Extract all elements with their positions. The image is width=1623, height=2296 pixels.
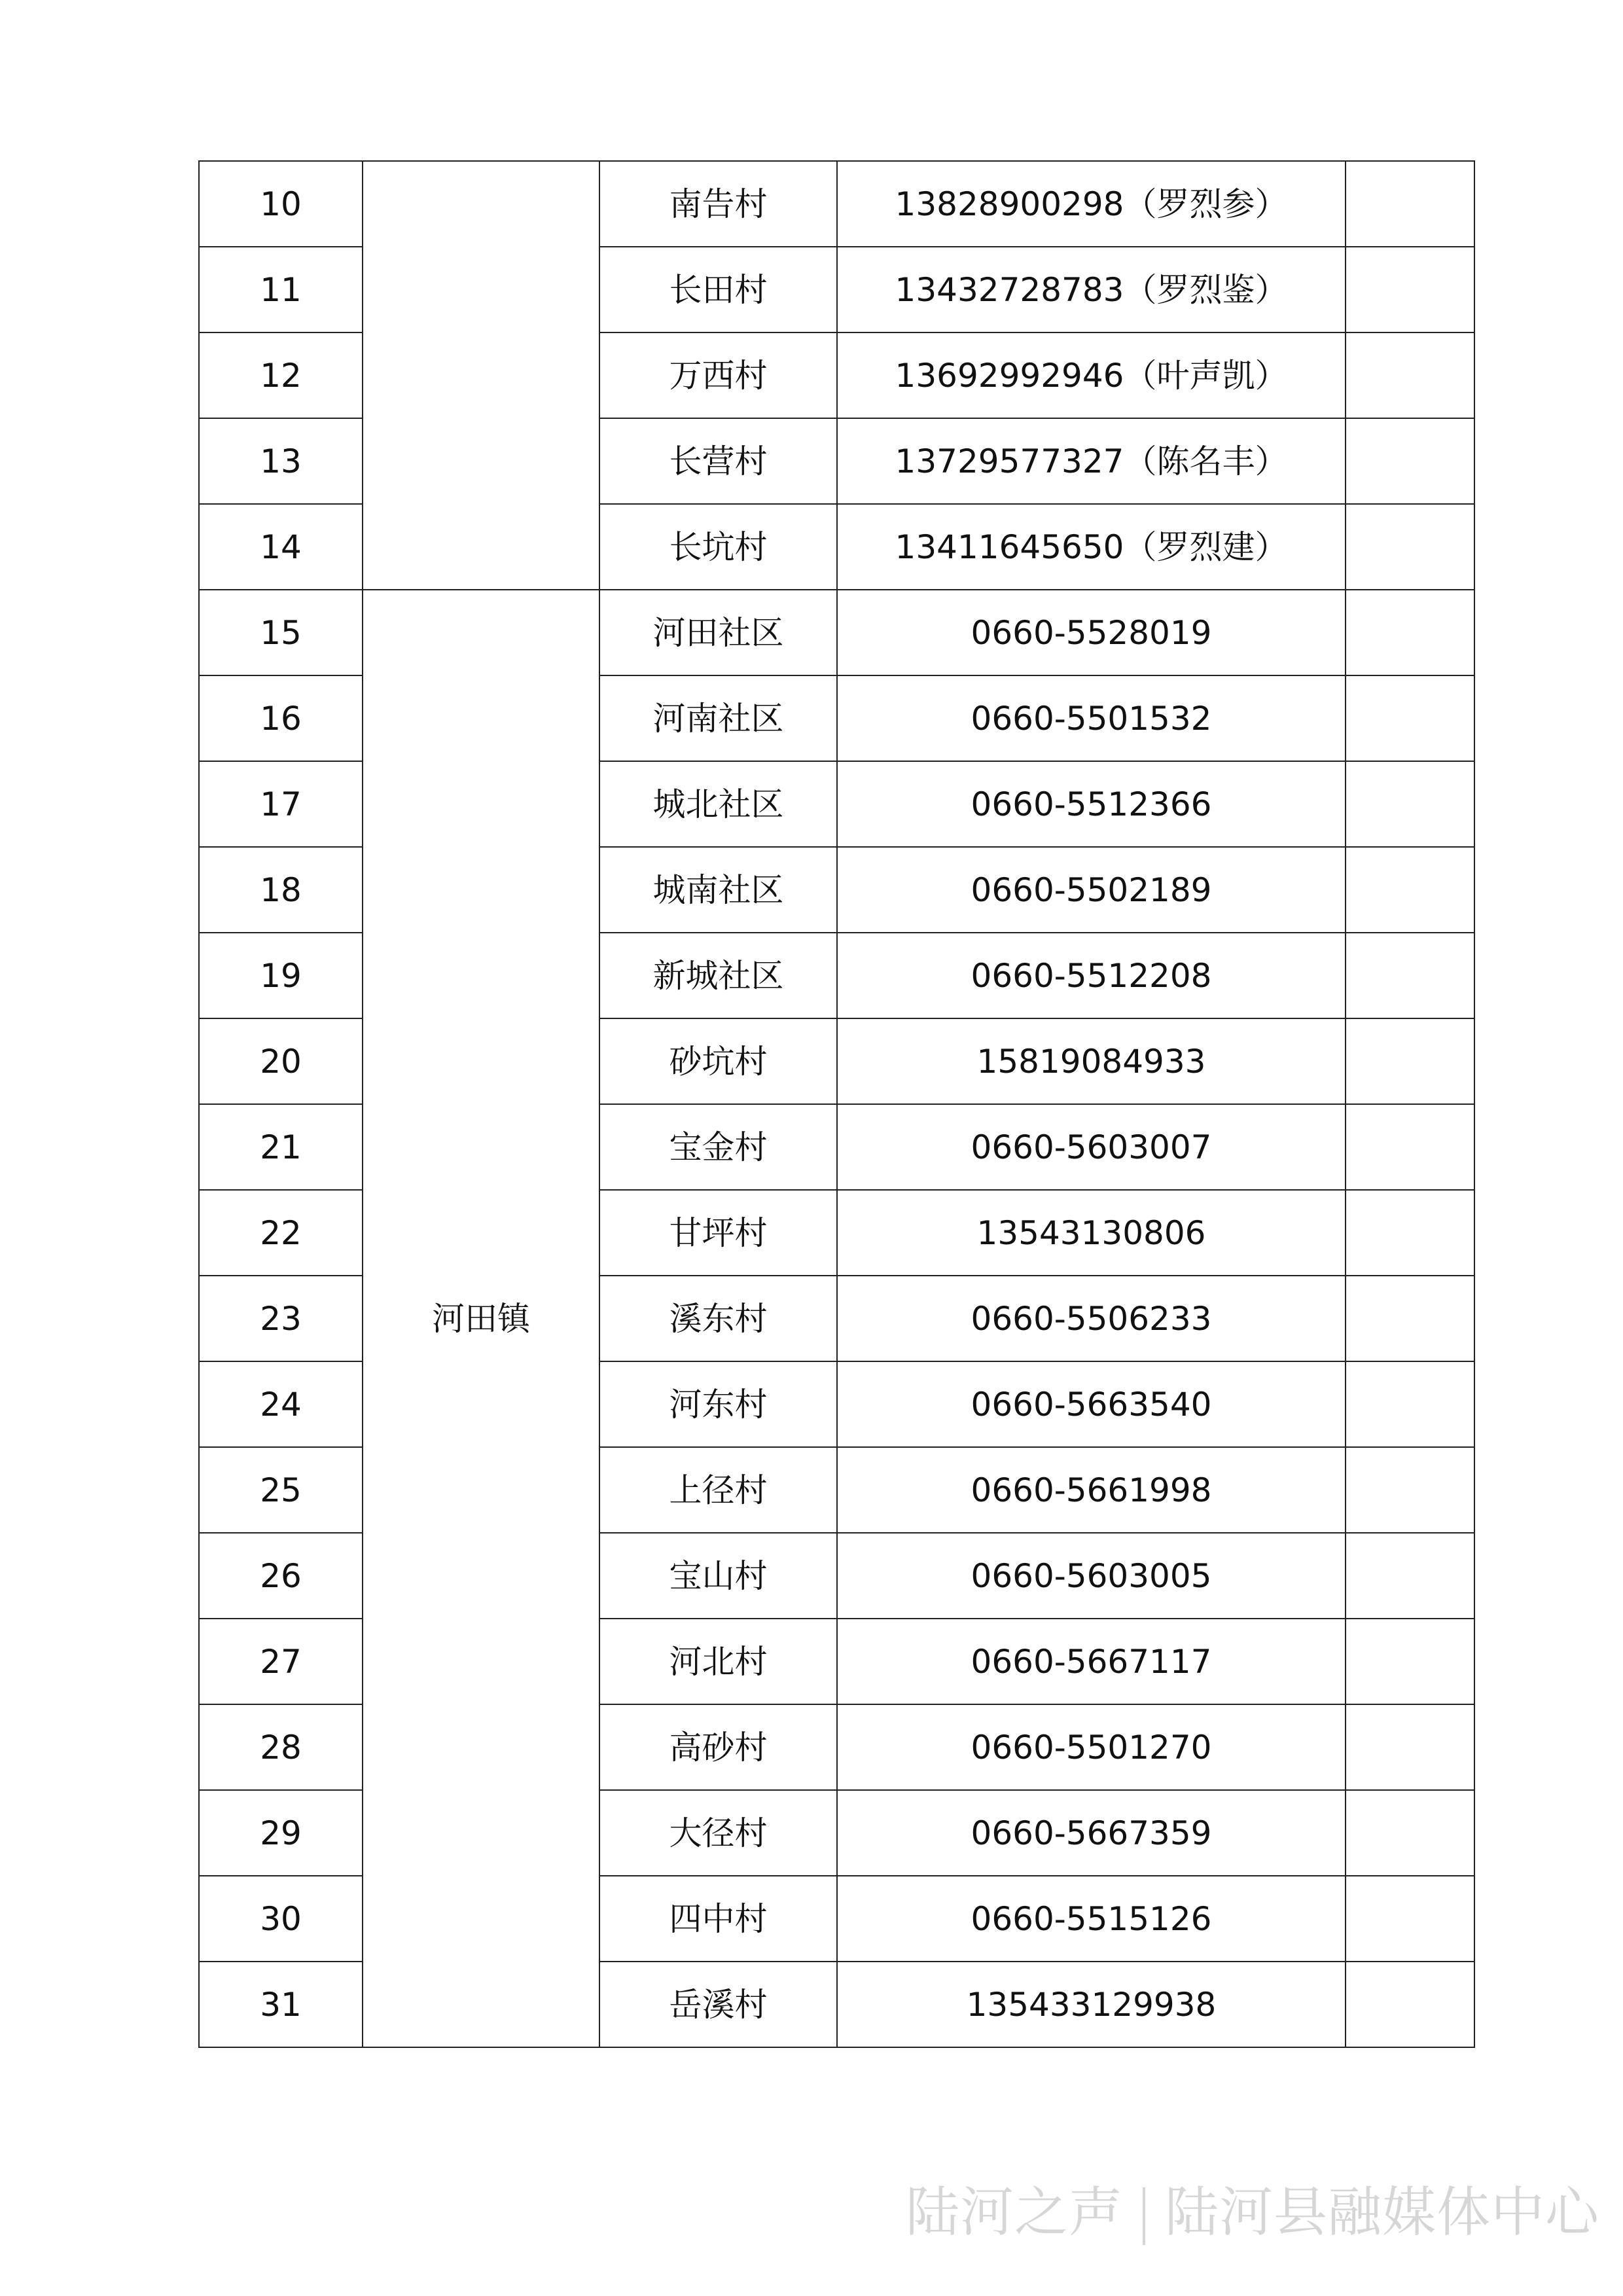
row-number-cell: 24 [199,1361,363,1447]
row-number-cell: 23 [199,1276,363,1361]
contact-table-body [199,161,1474,2047]
row-number-cell: 28 [199,1704,363,1790]
phone-cell: 0660-5506233 [837,1276,1346,1361]
village-name-cell: 岳溪村 [599,1962,837,2047]
town-cell: 河田镇 [363,590,599,2047]
document-page [198,160,1475,2048]
village-name-cell: 河北村 [599,1619,837,1704]
village-name-cell: 河东村 [599,1361,837,1447]
note-cell [1346,1962,1474,2047]
note-cell [1346,590,1474,675]
note-cell [1346,675,1474,761]
village-name-cell: 四中村 [599,1876,837,1962]
row-number-cell: 22 [199,1190,363,1276]
note-cell [1346,1276,1474,1361]
village-name-cell: 大径村 [599,1790,837,1876]
village-name-cell: 溪东村 [599,1276,837,1361]
phone-cell: 135433129938 [837,1962,1346,2047]
phone-cell: 13828900298（罗烈参） [837,161,1346,247]
watermark [906,2170,1599,2246]
table-row [199,161,1474,247]
phone-cell: 0660-5661998 [837,1447,1346,1533]
row-number-cell: 31 [199,1962,363,2047]
phone-cell: 0660-5667359 [837,1790,1346,1876]
row-number-cell: 10 [199,161,363,247]
note-cell [1346,847,1474,933]
phone-cell: 0660-5603005 [837,1533,1346,1619]
village-name-cell: 万西村 [599,332,837,418]
row-number-cell: 26 [199,1533,363,1619]
row-number-cell: 14 [199,504,363,590]
note-cell [1346,1704,1474,1790]
watermark-publisher: 陆河县融媒体中心 [1164,2181,1599,2244]
row-number-cell: 29 [199,1790,363,1876]
note-cell [1346,1361,1474,1447]
watermark-divider [1143,2187,1145,2245]
phone-cell: 15819084933 [837,1018,1346,1104]
row-number-cell: 15 [199,590,363,675]
village-name-cell: 城北社区 [599,761,837,847]
village-name-cell: 甘坪村 [599,1190,837,1276]
phone-cell: 13692992946（叶声凯） [837,332,1346,418]
note-cell [1346,161,1474,247]
row-number-cell: 18 [199,847,363,933]
village-name-cell: 宝山村 [599,1533,837,1619]
phone-cell: 0660-5515126 [837,1876,1346,1962]
phone-cell: 13432728783（罗烈鉴） [837,247,1346,332]
row-number-cell: 12 [199,332,363,418]
village-name-cell: 高砂村 [599,1704,837,1790]
note-cell [1346,1619,1474,1704]
village-name-cell: 宝金村 [599,1104,837,1190]
note-cell [1346,933,1474,1018]
row-number-cell: 17 [199,761,363,847]
watermark-source: 陆河之声 [905,2181,1123,2244]
note-cell [1346,1104,1474,1190]
note-cell [1346,332,1474,418]
note-cell [1346,1876,1474,1962]
row-number-cell: 19 [199,933,363,1018]
note-cell [1346,761,1474,847]
note-cell [1346,504,1474,590]
note-cell [1346,1447,1474,1533]
table-row [199,590,1474,675]
phone-cell: 0660-5501270 [837,1704,1346,1790]
phone-cell: 13729577327（陈名丰） [837,418,1346,504]
note-cell [1346,247,1474,332]
phone-cell: 0660-5528019 [837,590,1346,675]
village-name-cell: 砂坑村 [599,1018,837,1104]
note-cell [1346,1018,1474,1104]
phone-cell: 0660-5502189 [837,847,1346,933]
row-number-cell: 27 [199,1619,363,1704]
phone-cell: 0660-5512366 [837,761,1346,847]
row-number-cell: 11 [199,247,363,332]
note-cell [1346,1533,1474,1619]
contact-table [198,160,1475,2048]
phone-cell: 0660-5663540 [837,1361,1346,1447]
town-cell [363,161,599,590]
phone-cell: 0660-5603007 [837,1104,1346,1190]
village-name-cell: 新城社区 [599,933,837,1018]
village-name-cell: 城南社区 [599,847,837,933]
row-number-cell: 13 [199,418,363,504]
note-cell [1346,1790,1474,1876]
phone-cell: 0660-5512208 [837,933,1346,1018]
row-number-cell: 30 [199,1876,363,1962]
village-name-cell: 南告村 [599,161,837,247]
row-number-cell: 21 [199,1104,363,1190]
phone-cell: 13543130806 [837,1190,1346,1276]
village-name-cell: 长坑村 [599,504,837,590]
village-name-cell: 河田社区 [599,590,837,675]
phone-cell: 0660-5501532 [837,675,1346,761]
phone-cell: 13411645650（罗烈建） [837,504,1346,590]
village-name-cell: 河南社区 [599,675,837,761]
note-cell [1346,418,1474,504]
row-number-cell: 16 [199,675,363,761]
village-name-cell: 长田村 [599,247,837,332]
row-number-cell: 20 [199,1018,363,1104]
village-name-cell: 长营村 [599,418,837,504]
village-name-cell: 上径村 [599,1447,837,1533]
note-cell [1346,1190,1474,1276]
phone-cell: 0660-5667117 [837,1619,1346,1704]
row-number-cell: 25 [199,1447,363,1533]
